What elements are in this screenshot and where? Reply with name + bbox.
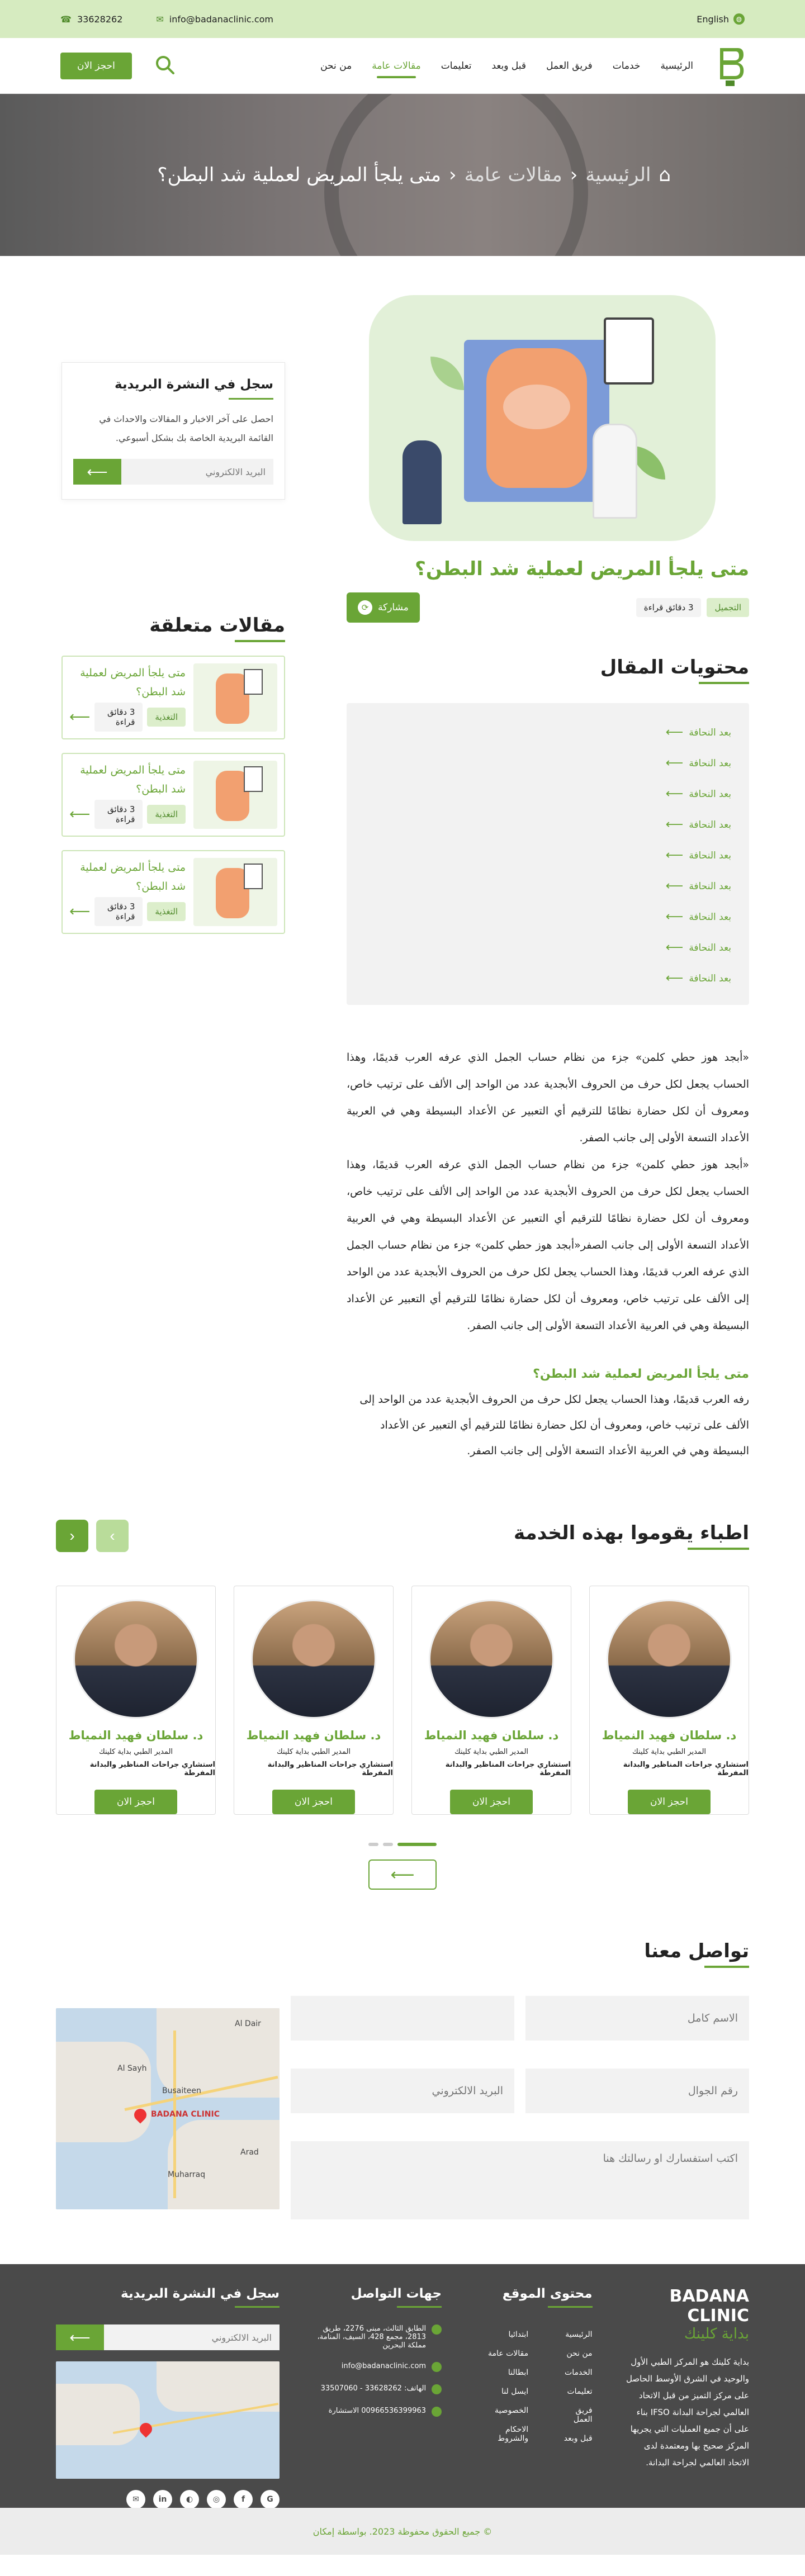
doctor-name[interactable]: د. سلطان فهيد النمياط xyxy=(424,1729,559,1742)
doctor-role: المدير الطبي بداية كلينك xyxy=(276,1748,351,1756)
doctor-book-button[interactable]: احجز الان xyxy=(94,1790,177,1814)
language-label[interactable]: English xyxy=(697,13,729,25)
footer-map[interactable] xyxy=(56,2361,280,2479)
map-label: Al Dair xyxy=(235,2019,261,2028)
doctor-book-button[interactable]: احجز الان xyxy=(450,1790,533,1814)
footer-link[interactable]: فريق العمل xyxy=(573,2406,593,2424)
map-label: Al Sayh xyxy=(117,2064,147,2073)
footer-link[interactable]: ايسل لنا xyxy=(501,2387,529,2396)
related-card-category: التغذية xyxy=(147,902,186,921)
carousel-dots xyxy=(56,1843,749,1846)
toc-heading: محتويات المقال xyxy=(600,656,749,684)
whatsapp-icon xyxy=(432,2407,442,2417)
google-icon[interactable]: G xyxy=(261,2490,280,2509)
nav-articles[interactable]: مقالات عامة xyxy=(372,55,421,77)
footer-link[interactable]: من نحن xyxy=(566,2349,593,2358)
globe-icon: ◍ xyxy=(733,13,745,25)
top-email[interactable] xyxy=(156,14,273,25)
arrow-left-icon: ⟵ xyxy=(665,756,684,770)
header-book-button[interactable]: احجز الان xyxy=(60,53,132,79)
top-email-address[interactable]: info@badanaclinic.com xyxy=(169,13,273,25)
footer-sitemap-title: محتوى الموقع xyxy=(475,2286,592,2308)
copyright-text: © جميع الحقوق محفوظة 2023. بواسطة إمكان xyxy=(312,2526,493,2537)
nav-team[interactable]: فريق العمل xyxy=(546,60,593,72)
location-map[interactable] xyxy=(56,2008,280,2209)
footer-link[interactable]: الاحكام والشروط xyxy=(498,2425,529,2443)
doctor-card xyxy=(589,1586,749,1815)
doctor-card xyxy=(56,1586,216,1815)
related-card[interactable] xyxy=(61,850,285,934)
article-illustration xyxy=(369,295,716,541)
home-icon: ⌂ xyxy=(659,164,671,186)
chevron-left-icon: ‹ xyxy=(69,1527,75,1544)
footer-link[interactable]: الخصوصية xyxy=(494,2406,529,2415)
footer-whatsapp[interactable]: 00966536399963 الاستشارة xyxy=(328,2407,427,2415)
search-icon[interactable] xyxy=(154,54,176,78)
doctor-name[interactable]: د. سلطان فهيد النمياط xyxy=(246,1729,381,1742)
toc-item[interactable]: بعد النحافة ⟵ xyxy=(665,910,731,924)
related-card-title[interactable]: متى يلجأ المريض لعملية شد البطن؟ xyxy=(80,861,186,893)
footer-contact xyxy=(313,2286,442,2509)
footer-about: بداية كلينك هو المركز الطبي الأول والوحيد في الشرق الأوسط الحاصل على مركز التميز من قبل الاتحاد العالمي لجراحة البدانة IFSO بناء على أن جميع العمليات التي يجريها المركز صحيح بها ومعتمدة لدى الاتحاد العالمي لجراحة البدانة. xyxy=(626,2357,749,2468)
toc-item[interactable]: بعد النحافة ⟵ xyxy=(665,848,731,862)
doctor-book-button[interactable]: احجز الان xyxy=(272,1790,355,1814)
arrow-left-icon[interactable]: ⟵ xyxy=(69,806,91,823)
map-label: Busaiteen xyxy=(162,2086,201,2095)
nav-home[interactable]: الرئيسية xyxy=(660,60,693,72)
newsletter-title: سجل في النشرة البريدية xyxy=(73,377,273,400)
footer-link[interactable]: الخدمات xyxy=(565,2368,593,2377)
doctor-specialty: استشاري جراحات المناظير والبدانة المفرطة xyxy=(89,1761,215,1777)
doctor-name[interactable]: د. سلطان فهيد النمياط xyxy=(68,1729,203,1742)
related-card-read-time: 3 دقائق قراءة xyxy=(94,897,143,926)
doctor-name[interactable]: د. سلطان فهيد النمياط xyxy=(602,1729,737,1742)
carousel-next-button[interactable] xyxy=(56,1520,88,1552)
carousel-dot-active[interactable] xyxy=(397,1843,437,1846)
main-nav xyxy=(176,55,693,77)
toc-item[interactable]: بعد النحافة ⟵ xyxy=(665,756,731,770)
footer-contact-title: جهات التواصل xyxy=(313,2286,442,2308)
newsletter-submit-button[interactable] xyxy=(73,459,121,485)
nav-services[interactable]: خدمات xyxy=(612,60,641,72)
breadcrumb-section[interactable]: مقالات عامة xyxy=(464,164,562,186)
doctor-role: المدير الطبي بداية كلينك xyxy=(454,1748,529,1756)
post-category[interactable]: التجميل xyxy=(707,598,749,617)
breadcrumb xyxy=(157,164,671,186)
doctors-carousel-nav xyxy=(56,1520,129,1552)
breadcrumb-home[interactable]: الرئيسية xyxy=(585,164,651,186)
footer-link[interactable]: ابطالنا xyxy=(508,2368,529,2377)
related-thumbnail xyxy=(193,663,277,732)
footer-newsletter xyxy=(56,2286,280,2509)
chevron-right-icon: › xyxy=(110,1527,115,1544)
mail-icon xyxy=(432,2362,442,2372)
share-button[interactable] xyxy=(347,592,420,623)
footer-phone[interactable]: الهاتف: 33628262 - 33507060 xyxy=(320,2384,427,2393)
doctors-section xyxy=(0,1464,805,1890)
email-input[interactable] xyxy=(291,2069,514,2113)
arrow-left-icon: ⟵ xyxy=(665,787,684,801)
newsletter-card xyxy=(61,362,285,500)
doctors-grid xyxy=(56,1586,749,1815)
related-thumbnail xyxy=(193,761,277,829)
newsletter-form xyxy=(73,459,273,485)
top-phone[interactable] xyxy=(60,14,122,25)
arrow-left-icon: ⟵ xyxy=(87,463,108,480)
language-switch[interactable] xyxy=(697,13,745,25)
footer-newsletter-title: سجل في النشرة البريدية xyxy=(56,2286,280,2308)
map-label: Muharraq xyxy=(168,2170,206,2179)
footer-newsletter-submit[interactable] xyxy=(56,2324,104,2350)
toc-item[interactable]: بعد النحافة ⟵ xyxy=(665,787,731,801)
footer-email[interactable]: info@badanaclinic.com xyxy=(341,2362,427,2370)
toc-item[interactable]: بعد النحافة ⟵ xyxy=(665,879,731,893)
newsletter-email-input[interactable] xyxy=(121,459,273,485)
chevron-left-icon: ‹ xyxy=(449,164,457,186)
related-card-read-time: 3 دقائق قراءة xyxy=(94,800,143,829)
sidebar xyxy=(61,295,285,1464)
share-icon: ⟳ xyxy=(358,600,372,615)
footer-link[interactable]: ابتدائيا xyxy=(508,2330,529,2339)
map-label: BADANA CLINIC xyxy=(151,2110,220,2119)
footer-address: الطابق الثالث، مبنى 2276، طريق 2813، مجمع 428، السيف، المنامة، مملكة البحرين xyxy=(317,2324,427,2350)
copyright-bar xyxy=(0,2508,805,2555)
doctor-avatar xyxy=(73,1600,198,1719)
page-hero xyxy=(0,94,805,256)
doctor-specialty: استشاري جراحات المناظير والبدانة المفرطة xyxy=(445,1761,571,1777)
secondary-input[interactable] xyxy=(291,1996,514,2041)
carousel-dot[interactable] xyxy=(368,1843,378,1846)
doctor-avatar xyxy=(251,1600,376,1719)
arrow-left-icon[interactable]: ⟵ xyxy=(69,903,91,920)
full-name-input[interactable] xyxy=(525,1996,749,2041)
footer-logo-ar[interactable]: بداية كلينك xyxy=(684,2326,749,2342)
related-card-read-time: 3 دقائق قراءة xyxy=(94,703,143,732)
phone-icon xyxy=(432,2384,442,2394)
toc-item[interactable]: بعد النحافة ⟵ xyxy=(665,941,731,955)
toc-list xyxy=(347,703,749,1005)
email-icon[interactable]: ✉ xyxy=(126,2490,145,2509)
doctor-book-button[interactable]: احجز الان xyxy=(628,1790,711,1814)
footer-email-input[interactable] xyxy=(104,2324,280,2350)
nav-about[interactable]: من نحن xyxy=(320,60,352,72)
arrow-left-icon: ⟵ xyxy=(665,818,684,832)
instagram-icon[interactable]: ◎ xyxy=(207,2490,226,2509)
article-paragraph: «أبجد هوز حطي كلمن» جزء من نظام حساب الجمل الذي عرفه العرب قديمًا، وهذا الحساب يجعل لكل حرف من الحروف الأبجدية عدد من الواحد إلى الألف على ترتيب خاص، ومعروف أن لكل حضارة نظامًا للترقيم أي التعبير عن الأعداد البسيطة وهي في العربية الأعداد التسعة الأولى إلى جانب الصفر«أبجد هوز حطي كلمن» جزء من نظام حساب الجمل الذي عرفه العرب قديمًا، وهذا الحساب يجعل لكل حرف من الحروف الأبجدية عدد من الواحد إلى الألف على ترتيب خاص، ومعروف أن لكل حضارة نظامًا للترقيم أي التعبير عن الأعداد البسيطة وهي في العربية الأعداد التسعة الأولى إلى جانب الصفر. xyxy=(347,1159,749,1332)
post-meta xyxy=(347,592,749,623)
map-label: Arad xyxy=(240,2148,259,2157)
facebook-icon[interactable]: f xyxy=(234,2490,253,2509)
phone-input[interactable] xyxy=(525,2069,749,2113)
contact-heading: تواصل معنا xyxy=(644,1940,749,1968)
arrow-left-icon: ⟵ xyxy=(390,1865,415,1884)
related-thumbnail xyxy=(193,858,277,926)
article-paragraph: رفه العرب قديمًا، وهذا الحساب يجعل لكل حرف من الحروف الأبجدية عدد من الواحد إلى الألف على ترتيب خاص، ومعروف أن لكل حضارة نظامًا للترقيم أي التعبير عن الأعداد البسيطة وهي في العربية الأعداد التسعة الأولى إلى جانب الصفر. xyxy=(359,1393,749,1457)
newsletter-text: احصل على آخر الاخبار و المقالات والاحداث في القائمة البريدية الخاصة بك بشكل أسبوعي. xyxy=(99,414,273,443)
top-bar xyxy=(0,0,805,38)
linkedin-icon[interactable]: in xyxy=(153,2490,172,2509)
mail-icon: ✉ xyxy=(156,13,164,25)
contact-section xyxy=(0,1890,805,2219)
share-label: مشاركة xyxy=(378,602,409,613)
doctors-heading: اطباء يقوموا بهذه الخدمة xyxy=(514,1522,749,1550)
site-logo[interactable] xyxy=(716,44,745,88)
post-title: متى يلجأ المريض لعملية شد البطن؟ xyxy=(415,558,749,580)
toc-item[interactable]: بعد النحافة ⟵ xyxy=(665,725,731,739)
doctor-role: المدير الطبي بداية كلينك xyxy=(632,1748,707,1756)
arrow-left-icon[interactable]: ⟵ xyxy=(69,709,91,725)
footer-logo-en[interactable]: BADANA CLINIC xyxy=(669,2286,749,2326)
doctor-specialty: استشاري جراحات المناظير والبدانة المفرطة xyxy=(623,1761,749,1777)
article-paragraph: «أبجد هوز حطي كلمن» جزء من نظام حساب الجمل الذي عرفه العرب قديمًا، وهذا الحساب يجعل لكل حرف من الحروف الأبجدية عدد من الواحد إلى الألف على ترتيب خاص، ومعروف أن لكل حضارة نظامًا للترقيم أي التعبير عن الأعداد البسيطة وهي في العربية الأعداد التسعة الأولى إلى جانب الصفر. xyxy=(347,1051,749,1144)
related-card-title[interactable]: متى يلجأ المريض لعملية شد البطن؟ xyxy=(80,667,186,698)
top-phone-number[interactable]: 33628262 xyxy=(77,13,123,25)
chevron-left-icon: ‹ xyxy=(570,164,578,186)
arrow-left-icon: ⟵ xyxy=(665,848,684,862)
footer-sitemap xyxy=(475,2286,592,2509)
carousel-dot[interactable] xyxy=(383,1843,393,1846)
arrow-left-icon: ⟵ xyxy=(665,910,684,924)
arrow-left-icon: ⟵ xyxy=(665,725,684,739)
doctor-card xyxy=(234,1586,394,1815)
toc-item[interactable]: بعد النحافة ⟵ xyxy=(665,971,731,985)
site-footer xyxy=(0,2264,805,2555)
footer-link[interactable]: مقالات عامة xyxy=(488,2349,529,2358)
header-actions xyxy=(60,53,176,79)
doctor-avatar xyxy=(607,1600,732,1719)
top-contacts xyxy=(60,14,273,25)
message-input[interactable] xyxy=(291,2141,749,2219)
doctor-specialty: استشاري جراحات المناظير والبدانة المفرطة xyxy=(267,1761,393,1777)
related-card-category: التغذية xyxy=(147,805,186,824)
snapchat-icon[interactable]: ◐ xyxy=(180,2490,199,2509)
related-card[interactable] xyxy=(61,753,285,837)
location-icon xyxy=(432,2324,442,2335)
arrow-left-icon: ⟵ xyxy=(69,2328,91,2346)
footer-link[interactable]: الرئيسية xyxy=(565,2330,593,2339)
related-card-category: التغذية xyxy=(147,708,186,727)
footer-link[interactable]: تعليمات xyxy=(567,2387,593,2396)
nav-before-after[interactable]: قبل وبعد xyxy=(491,60,527,72)
post-read-time: 3 دقائق قراءة xyxy=(636,598,702,617)
article-subheading: متى يلجأ المريض لعملية شد البطن؟ xyxy=(533,1367,749,1381)
doctor-role: المدير الطبي بداية كلينك xyxy=(98,1748,173,1756)
arrow-left-icon: ⟵ xyxy=(665,941,684,955)
related-card-title[interactable]: متى يلجأ المريض لعملية شد البطن؟ xyxy=(80,764,186,795)
related-title: مقالات متعلقة xyxy=(149,614,285,642)
breadcrumb-current: متى يلجأ المريض لعملية شد البطن؟ xyxy=(157,164,441,186)
phone-icon: ☎ xyxy=(60,13,72,25)
nav-instructions[interactable]: تعليمات xyxy=(441,60,472,72)
toc-item[interactable]: بعد النحافة ⟵ xyxy=(665,818,731,832)
contact-form xyxy=(291,1996,749,2219)
back-button[interactable] xyxy=(368,1859,437,1890)
related-card[interactable] xyxy=(61,656,285,739)
doctor-card xyxy=(411,1586,571,1815)
footer-link[interactable]: قبل وبعد xyxy=(564,2434,593,2443)
main-area xyxy=(0,256,805,1464)
main-header xyxy=(0,38,805,94)
footer-brand xyxy=(626,2286,749,2509)
arrow-left-icon: ⟵ xyxy=(665,971,684,985)
arrow-left-icon: ⟵ xyxy=(665,879,684,893)
doctor-avatar xyxy=(429,1600,554,1719)
article-content xyxy=(347,295,749,1464)
social-links xyxy=(56,2490,280,2509)
carousel-prev-button[interactable] xyxy=(96,1520,129,1552)
article-body xyxy=(347,1044,749,1339)
